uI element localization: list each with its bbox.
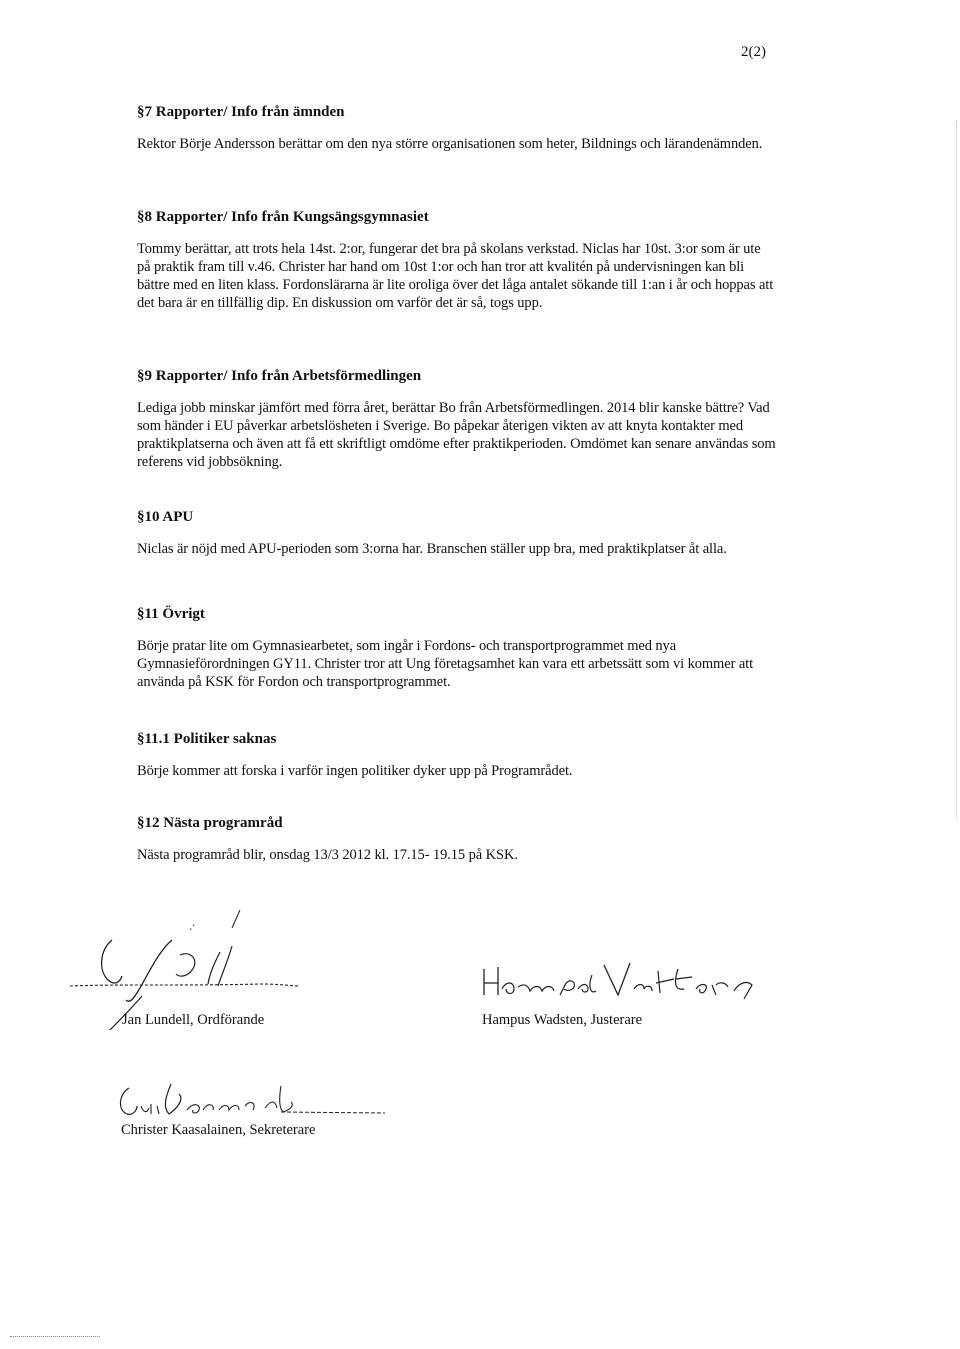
page-number: 2(2) [741,44,766,60]
section-heading: §11 Övrigt [137,606,205,622]
section-8 [137,208,777,312]
section-11 [137,605,777,691]
section-body: Nästa programråd blir, onsdag 13/3 2012 kl. 17.15- 19.15 på KSK. [137,847,518,863]
signatory-name: Hampus Wadsten, Justerare [482,1012,643,1028]
section-10 [137,508,777,558]
section-body: Rektor Börje Andersson berättar om den nya större organisationen som heter, Bildnings och lärandenämnden. [137,136,763,152]
section-body: Niclas är nöjd med APU-perioden som 3:orna har. Branschen ställer upp bra, med praktikplatser åt alla. [137,541,727,557]
section-body: Tommy berättar, att trots hela 14st. 2:or, fungerar det bra på skolans verkstad. Niclas har 10st. 3:or som är ute på praktik fram till v.46. Christer har hand om 10st 1:or och han tror att kvalitén på undervisningen kan bli bättre med en liten klass. Fordonslärarna är lite oroliga över det låga antalet sökande till 1:an i år och hoppas att det bara är en tillfällig dip. En diskussion om varför det är så, togs upp. [137,241,774,311]
section-body: Börje pratar lite om Gymnasiearbetet, som ingår i Fordons- och transportprogrammet med nya Gymnasieförordningen GY11. Christer tror att Ung företagsamhet kan vara ett arbetssätt som vi kommer att använda på KSK för Fordon och transportprogrammet. [137,638,754,690]
signatory-name: Jan Lundell, Ordförande [122,1012,265,1028]
section-body: Lediga jobb minskar jämfört med förra året, berättar Bo från Arbetsförmedlingen. 2014 blir kanske bättre? Vad som händer i EU påverkar arbetslösheten i Sverige. Bo påpekar återigen vikten av att knyta kontakter med praktikplatserna och även att få ett skriftligt omdöme efter praktikperioden. Omdömet kan senare användas som referens vid jobbsökning. [137,400,776,470]
handwritten-signature-secretary [115,1080,395,1120]
section-heading: §9 Rapporter/ Info från Arbetsförmedlingen [137,368,422,384]
section-heading: §8 Rapporter/ Info från Kungsängsgymnasiet [137,209,429,225]
section-12 [137,814,777,864]
section-heading: §12 Nästa programråd [137,815,283,831]
section-heading: §7 Rapporter/ Info från ämnden [137,104,345,120]
signature-block-adjuster [478,955,798,1035]
section-body: Börje kommer att forska i varför ingen politiker dyker upp på Programrådet. [137,763,573,779]
section-heading: §10 APU [137,509,194,525]
handwritten-signature-adjuster [478,955,798,1015]
handwritten-signature-chair [60,900,320,1030]
scan-margin-artifact [956,120,958,820]
signature-block-chair [60,900,320,1030]
section-9 [137,367,777,471]
section-11-1 [137,730,777,780]
section-heading: §11.1 Politiker saknas [137,731,277,747]
signatory-name: Christer Kaasalainen, Sekreterare [121,1122,316,1138]
section-7 [137,103,777,153]
signature-block-secretary [115,1080,395,1150]
scan-edge-artifact [10,1336,100,1338]
